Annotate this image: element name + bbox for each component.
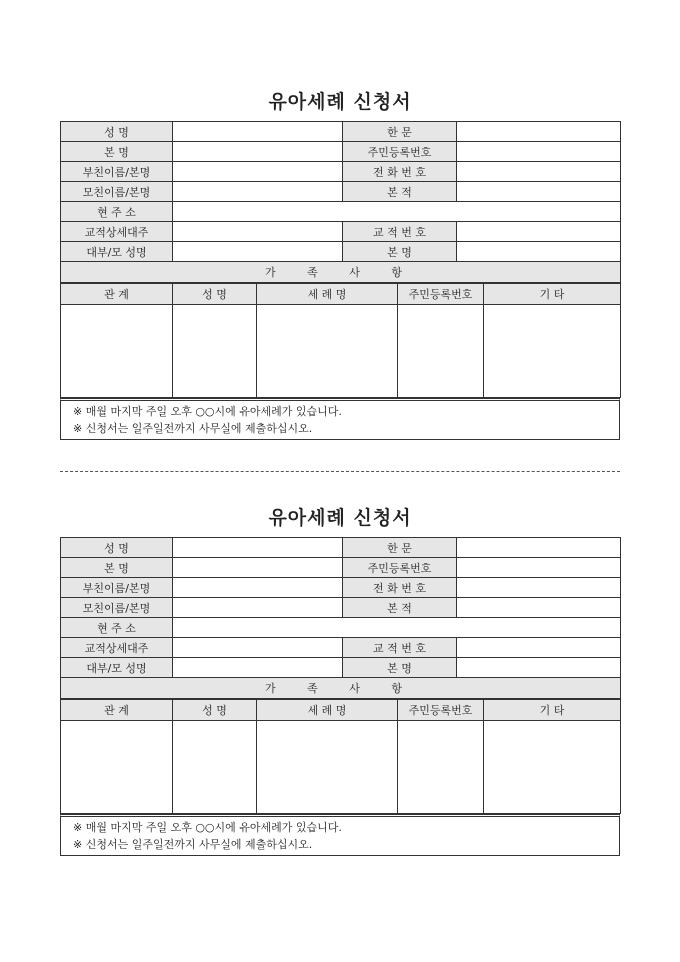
family-etc-cell[interactable]: [484, 721, 621, 814]
application-form-2: [60, 504, 620, 856]
domicile-label: 본 적: [343, 598, 457, 618]
notes-box: [60, 398, 620, 440]
godparent-field[interactable]: [173, 658, 343, 678]
phone-label: 전 화 번 호: [343, 578, 457, 598]
form-title: 유아세례 신청서: [268, 507, 412, 529]
note-line: ※ 신청서는 일주일전까지 사무실에 제출하십시오.: [73, 422, 313, 435]
rrn-label: 주민등록번호: [343, 142, 457, 162]
family-table: [60, 283, 621, 398]
father-field[interactable]: [173, 578, 343, 598]
address-label: 현 주 소: [61, 202, 173, 222]
godparent-baptismal-name-label: 본 명: [343, 658, 457, 678]
family-header-etc: 기 타: [484, 700, 621, 721]
form-title: 유아세례 신청서: [268, 91, 412, 113]
godparent-field[interactable]: [173, 242, 343, 262]
godparent-label: 대부/모 성명: [61, 658, 173, 678]
note-line: ※ 신청서는 일주일전까지 사무실에 제출하십시오.: [73, 838, 313, 851]
father-label: 부친이름/본명: [61, 578, 173, 598]
family-header-name: 성 명: [173, 284, 257, 305]
mother-label: 모친이름/본명: [61, 598, 173, 618]
domicile-field[interactable]: [457, 182, 621, 202]
name-field[interactable]: [173, 122, 343, 142]
address-field[interactable]: [173, 202, 621, 222]
parish-number-field[interactable]: [457, 222, 621, 242]
parish-householder-label: 교적상세대주: [61, 222, 173, 242]
baptismal-name-field[interactable]: [173, 558, 343, 578]
family-header-relation: 관 계: [61, 700, 173, 721]
family-section-header: 가 족 사 항: [61, 678, 621, 699]
family-header-rrn: 주민등록번호: [398, 700, 484, 721]
applicant-info-table: [60, 121, 621, 283]
family-header-baptismal-name: 세 례 명: [257, 284, 398, 305]
parish-number-field[interactable]: [457, 638, 621, 658]
godparent-label: 대부/모 성명: [61, 242, 173, 262]
phone-field[interactable]: [457, 162, 621, 182]
name-field[interactable]: [173, 538, 343, 558]
family-header-relation: 관 계: [61, 284, 173, 305]
cut-line-divider: [60, 471, 620, 472]
family-name-cell[interactable]: [173, 305, 257, 398]
applicant-info-table: [60, 537, 621, 699]
hanmun-field[interactable]: [457, 122, 621, 142]
note-line: ※ 매월 마지막 주일 오후 ○○시에 유아세례가 있습니다.: [73, 405, 342, 418]
name-label: 성 명: [61, 122, 173, 142]
parish-householder-label: 교적상세대주: [61, 638, 173, 658]
mother-field[interactable]: [173, 182, 343, 202]
baptismal-name-label: 본 명: [61, 142, 173, 162]
family-header-rrn: 주민등록번호: [398, 284, 484, 305]
notes-box: [60, 814, 620, 856]
hanmun-field[interactable]: [457, 538, 621, 558]
rrn-label: 주민등록번호: [343, 558, 457, 578]
hanmun-label: 한 문: [343, 538, 457, 558]
mother-label: 모친이름/본명: [61, 182, 173, 202]
family-table: [60, 699, 621, 814]
domicile-field[interactable]: [457, 598, 621, 618]
family-relation-cell[interactable]: [61, 305, 173, 398]
parish-householder-field[interactable]: [173, 222, 343, 242]
family-baptismal-name-cell[interactable]: [257, 305, 398, 398]
phone-label: 전 화 번 호: [343, 162, 457, 182]
parish-number-label: 교 적 번 호: [343, 638, 457, 658]
family-rrn-cell[interactable]: [398, 305, 484, 398]
domicile-label: 본 적: [343, 182, 457, 202]
parish-householder-field[interactable]: [173, 638, 343, 658]
family-etc-cell[interactable]: [484, 305, 621, 398]
address-field[interactable]: [173, 618, 621, 638]
godparent-baptismal-name-label: 본 명: [343, 242, 457, 262]
godparent-baptismal-name-field[interactable]: [457, 242, 621, 262]
family-relation-cell[interactable]: [61, 721, 173, 814]
name-label: 성 명: [61, 538, 173, 558]
hanmun-label: 한 문: [343, 122, 457, 142]
father-field[interactable]: [173, 162, 343, 182]
family-header-name: 성 명: [173, 700, 257, 721]
family-section-header: 가 족 사 항: [61, 262, 621, 283]
baptismal-name-field[interactable]: [173, 142, 343, 162]
application-form-1: [60, 88, 620, 440]
family-header-etc: 기 타: [484, 284, 621, 305]
godparent-baptismal-name-field[interactable]: [457, 658, 621, 678]
rrn-field[interactable]: [457, 558, 621, 578]
mother-field[interactable]: [173, 598, 343, 618]
baptismal-name-label: 본 명: [61, 558, 173, 578]
family-header-baptismal-name: 세 례 명: [257, 700, 398, 721]
family-name-cell[interactable]: [173, 721, 257, 814]
note-line: ※ 매월 마지막 주일 오후 ○○시에 유아세례가 있습니다.: [73, 821, 342, 834]
address-label: 현 주 소: [61, 618, 173, 638]
father-label: 부친이름/본명: [61, 162, 173, 182]
phone-field[interactable]: [457, 578, 621, 598]
rrn-field[interactable]: [457, 142, 621, 162]
family-baptismal-name-cell[interactable]: [257, 721, 398, 814]
family-rrn-cell[interactable]: [398, 721, 484, 814]
parish-number-label: 교 적 번 호: [343, 222, 457, 242]
